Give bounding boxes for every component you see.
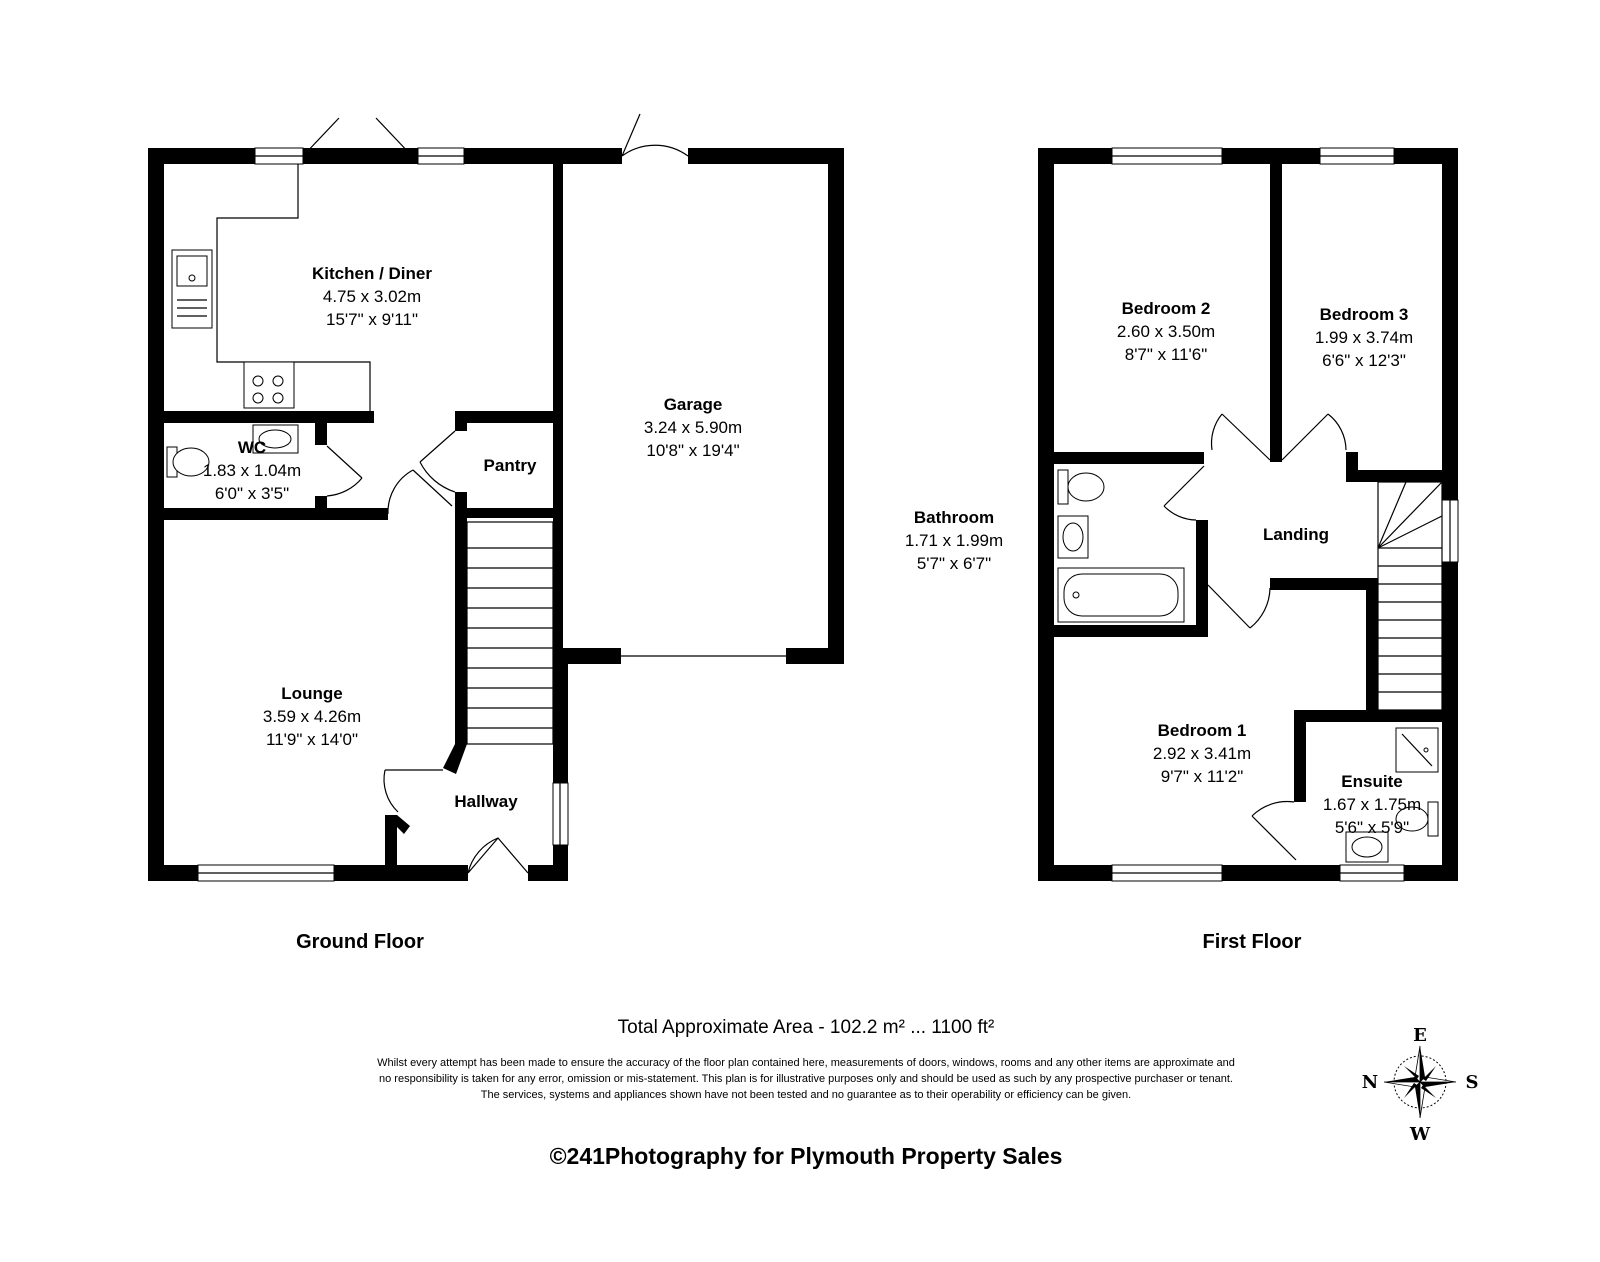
lounge-metric: 3.59 x 4.26m <box>262 707 362 726</box>
disclaimer-line-1: Whilst every attempt has been made to ensure the accuracy of the floor plan contained here, measurements of doors, windows, rooms and any other items are approximate and <box>377 1057 1235 1069</box>
bedroom3-name: Bedroom 3 <box>1319 305 1409 324</box>
kitchen-name: Kitchen / Diner <box>312 264 432 283</box>
compass-rose-icon <box>1384 1046 1456 1118</box>
bathroom-imperial: 5'7" x 6'7" <box>916 554 992 573</box>
garage-metric: 3.24 x 5.90m <box>643 418 743 437</box>
compass-label-top: E <box>1413 1025 1427 1046</box>
total-area: Total Approximate Area - 102.2 m² ... 1100 ft² <box>617 1017 995 1038</box>
compass-label-bottom: W <box>1409 1124 1431 1145</box>
garage-imperial: 10'8" x 19'4" <box>646 441 740 460</box>
bedroom3-metric: 1.99 x 3.74m <box>1314 328 1414 347</box>
bathroom-metric: 1.71 x 1.99m <box>904 531 1004 550</box>
bedroom2-name: Bedroom 2 <box>1121 299 1211 318</box>
ensuite-metric: 1.67 x 1.75m <box>1322 795 1422 814</box>
kitchen-imperial: 15'7" x 9'11" <box>326 310 418 329</box>
bedroom1-name: Bedroom 1 <box>1157 721 1247 740</box>
bedroom2-metric: 2.60 x 3.50m <box>1116 322 1216 341</box>
disclaimer-line-2: no responsibility is taken for any error, omission or mis-statement. This plan is for illustrative purposes only and should be used as such by any prospective purchaser or tenant. <box>379 1073 1233 1085</box>
lounge-imperial: 11'9" x 14'0" <box>266 730 358 749</box>
disclaimer-line-3: The services, systems and appliances shown have not been tested and no guarantee as to their operability or efficiency can be given. <box>480 1089 1132 1101</box>
garage-name: Garage <box>663 395 723 414</box>
ensuite-imperial: 5'6" x 5'9" <box>1334 818 1410 837</box>
kitchen-metric: 4.75 x 3.02m <box>322 287 422 306</box>
hallway-name: Hallway <box>454 792 518 811</box>
ground-floor-label: Ground Floor <box>296 931 424 953</box>
bedroom2-imperial: 8'7" x 11'6" <box>1124 345 1208 364</box>
ensuite-name: Ensuite <box>1341 772 1403 791</box>
pantry-name: Pantry <box>483 456 537 475</box>
copyright-notice: ©241Photography for Plymouth Property Sales <box>549 1143 1063 1169</box>
bedroom1-imperial: 9'7" x 11'2" <box>1160 767 1244 786</box>
wc-metric: 1.83 x 1.04m <box>202 461 302 480</box>
bathroom-name: Bathroom <box>913 508 995 527</box>
wc-name: WC <box>237 438 267 457</box>
wc-imperial: 6'0" x 3'5" <box>214 484 290 503</box>
landing-name: Landing <box>1262 525 1330 544</box>
lounge-name: Lounge <box>281 684 343 703</box>
bedroom3-imperial: 6'6" x 12'3" <box>1322 351 1406 370</box>
compass-label-right: S <box>1465 1072 1479 1093</box>
compass-label-left: N <box>1361 1072 1379 1093</box>
bedroom1-metric: 2.92 x 3.41m <box>1152 744 1252 763</box>
first-floor-label: First Floor <box>1202 931 1302 953</box>
